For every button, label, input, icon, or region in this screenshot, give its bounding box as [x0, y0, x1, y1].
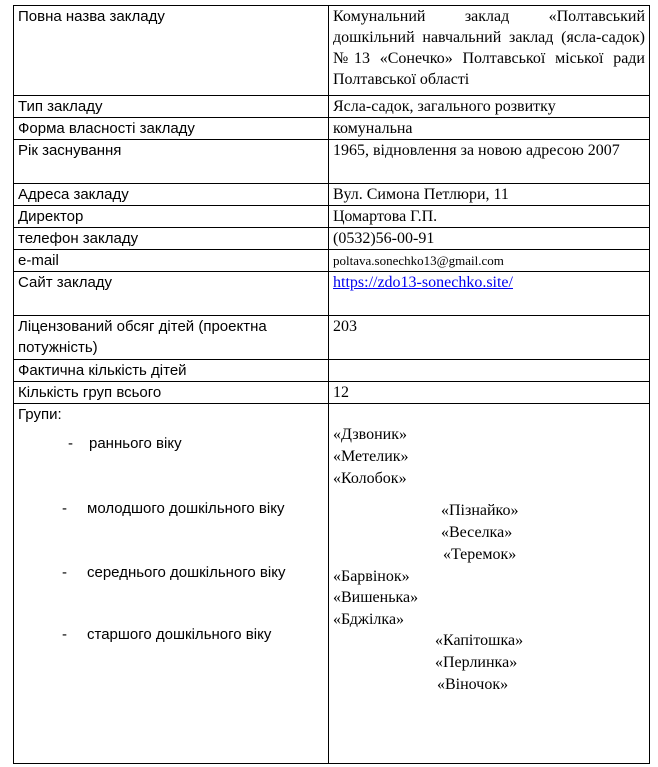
row-value: Комунальний заклад «Полтавський дошкільний навчальний заклад (ясла-садок) №13 «Сонечко» Полтавської міської ради Полтавської області: [329, 6, 650, 96]
row-label: Тип закладу: [14, 96, 329, 118]
table-row: [14, 250, 650, 272]
groups-label-cell: [14, 404, 329, 764]
row-label: Кількість груп всього: [14, 382, 329, 404]
group-category-junior: молодшого дошкільного віку: [87, 500, 285, 517]
table-row: [14, 6, 650, 96]
bullet-dash: -: [62, 564, 67, 581]
group-name: «Дзвоник»: [333, 426, 407, 443]
bullet-dash: -: [68, 435, 73, 452]
info-table: [13, 5, 650, 764]
row-label: телефон закладу: [14, 228, 329, 250]
group-name: «Барвінок»: [333, 568, 410, 585]
row-label: Директор: [14, 206, 329, 228]
row-label: Сайт закладу: [14, 272, 329, 316]
site-link[interactable]: https://zdo13-sonechko.site/: [333, 274, 513, 291]
table-row: [14, 96, 650, 118]
bullet-dash: -: [62, 626, 67, 643]
group-category-senior: старшого дошкільного віку: [87, 626, 272, 643]
groups-names-cell: [329, 404, 650, 764]
bullet-dash: -: [62, 500, 67, 517]
group-name: «Теремок»: [443, 546, 517, 563]
row-label: Рік заснування: [14, 140, 329, 184]
email-value: poltava.sonechko13@gmail.com: [329, 250, 650, 272]
group-category-middle: середнього дошкільного віку: [87, 564, 286, 581]
table-row: [14, 206, 650, 228]
group-name: «Вишенька»: [333, 589, 419, 606]
row-value: 203: [329, 316, 650, 360]
table-row: [14, 382, 650, 404]
row-value: [329, 360, 650, 382]
row-label: e-mail: [14, 250, 329, 272]
group-name: «Капітошка»: [435, 632, 524, 649]
table-row: [14, 360, 650, 382]
group-name: «Бджілка»: [333, 611, 405, 628]
row-value: 1965, відновлення за новою адресою 2007: [329, 140, 650, 184]
group-name: «Віночок»: [437, 676, 509, 693]
group-name: «Метелик»: [333, 448, 409, 465]
group-name: «Колобок»: [333, 470, 407, 487]
groups-title: Групи:: [18, 406, 62, 423]
row-value: (0532)56-00-91: [329, 228, 650, 250]
group-category-early: раннього віку: [89, 435, 182, 452]
group-name: «Перлинка»: [435, 654, 518, 671]
row-value: комунальна: [329, 118, 650, 140]
table-row: [14, 184, 650, 206]
table-row: [14, 228, 650, 250]
row-label: Ліцензований обсяг дітей (проектна потужність): [14, 316, 329, 360]
group-name: «Пізнайко»: [441, 502, 519, 519]
row-value: Цомартова Г.П.: [329, 206, 650, 228]
row-value: Вул. Симона Петлюри, 11: [329, 184, 650, 206]
row-label: Адреса закладу: [14, 184, 329, 206]
row-label: Повна назва закладу: [14, 6, 329, 96]
table-row: [14, 118, 650, 140]
table-row: [14, 140, 650, 184]
row-label: Форма власності закладу: [14, 118, 329, 140]
table-row: [14, 272, 650, 316]
groups-row: [14, 404, 650, 764]
row-value: 12: [329, 382, 650, 404]
row-value: Ясла-садок, загального розвитку: [329, 96, 650, 118]
row-label: Фактична кількість дітей: [14, 360, 329, 382]
group-name: «Веселка»: [441, 524, 513, 541]
table-row: [14, 316, 650, 360]
